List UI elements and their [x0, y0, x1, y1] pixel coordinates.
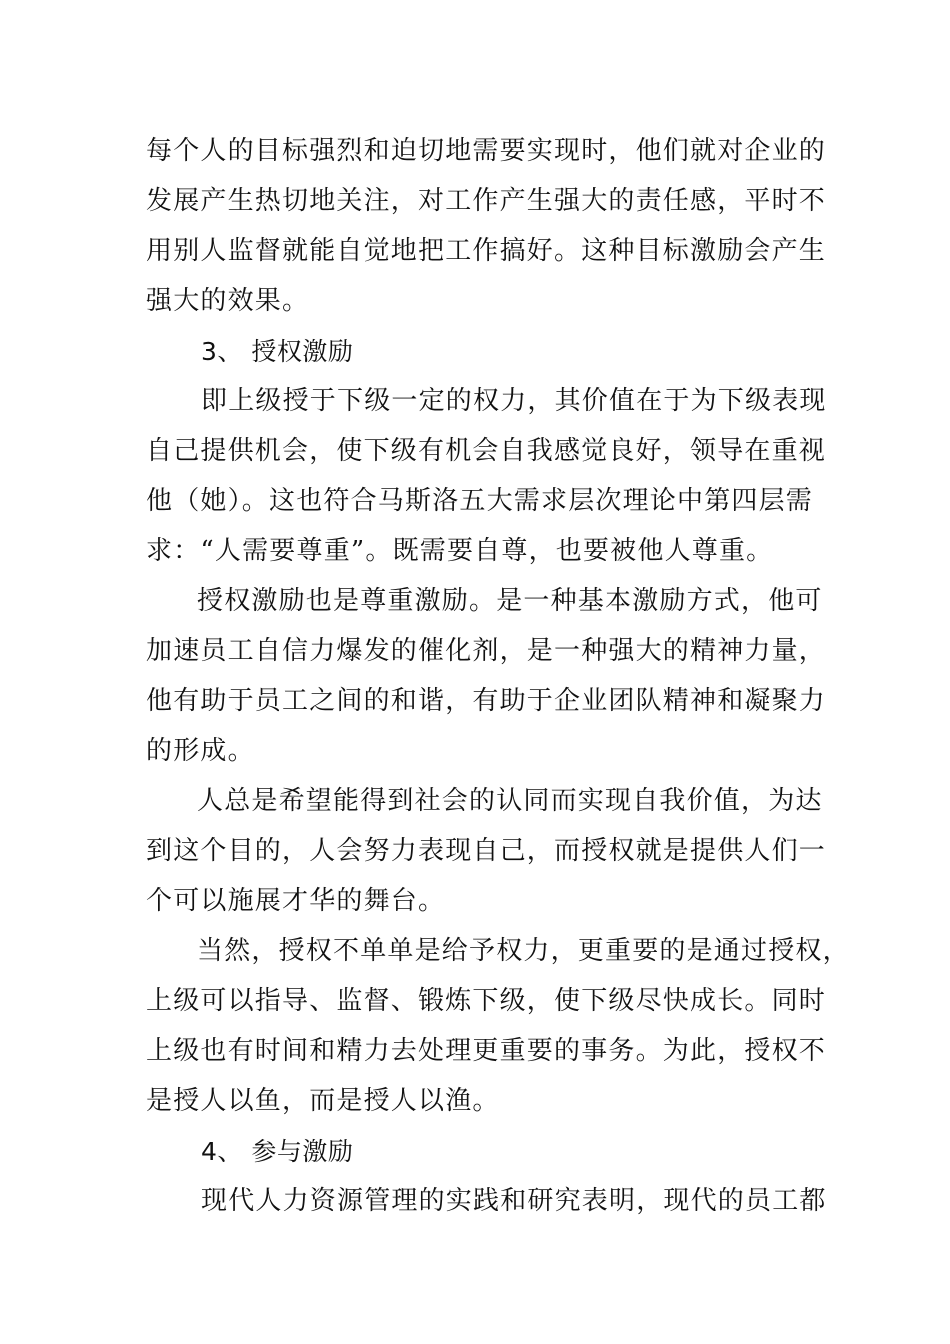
- paragraph-line: 强大的效果。: [146, 286, 310, 316]
- paragraph-line: 自己提供机会，使下级有机会自我感觉良好，领导在重视: [146, 436, 827, 466]
- paragraph-line: 每个人的目标强烈和迫切地需要实现时，他们就对企业的: [146, 136, 827, 166]
- paragraph-line: 授权激励也是尊重激励。是一种基本激励方式，他可: [197, 586, 823, 616]
- paragraph-line: 当然，授权不单单是给予权力，更重要的是通过授权，: [197, 936, 850, 966]
- section-heading: 4、 参与激励: [201, 1137, 354, 1166]
- paragraph-line: 他有助于员工之间的和谐，有助于企业团队精神和凝聚力: [146, 686, 827, 716]
- paragraph-line: 上级也有时间和精力去处理更重要的事务。为此，授权不: [146, 1036, 827, 1066]
- paragraph-line: 人总是希望能得到社会的认同而实现自我价值，为达: [197, 786, 823, 816]
- paragraph-line: 求：“人需要尊重”。既需要自尊，也要被他人尊重。: [146, 536, 774, 566]
- paragraph-line: 发展产生热切地关注，对工作产生强大的责任感，平时不: [146, 186, 827, 216]
- paragraph-line: 是授人以鱼，而是授人以渔。: [146, 1086, 500, 1116]
- paragraph-line: 他（她）。这也符合马斯洛五大需求层次理论中第四层需: [146, 486, 814, 516]
- section-heading: 3、 授权激励: [201, 337, 354, 366]
- paragraph-line: 到这个目的，人会努力表现自己，而授权就是提供人们一: [146, 836, 827, 866]
- paragraph-line: 个可以施展才华的舞台。: [146, 886, 446, 916]
- paragraph-line: 上级可以指导、监督、锻炼下级，使下级尽快成长。同时: [146, 986, 827, 1016]
- paragraph-line: 用别人监督就能自觉地把工作搞好。这种目标激励会产生: [146, 236, 827, 266]
- paragraph-line: 加速员工自信力爆发的催化剂，是一种强大的精神力量，: [146, 636, 827, 666]
- paragraph-line: 的形成。: [146, 736, 255, 766]
- paragraph-line: 现代人力资源管理的实践和研究表明，现代的员工都: [201, 1186, 827, 1216]
- paragraph-line: 即上级授于下级一定的权力，其价值在于为下级表现: [201, 386, 827, 416]
